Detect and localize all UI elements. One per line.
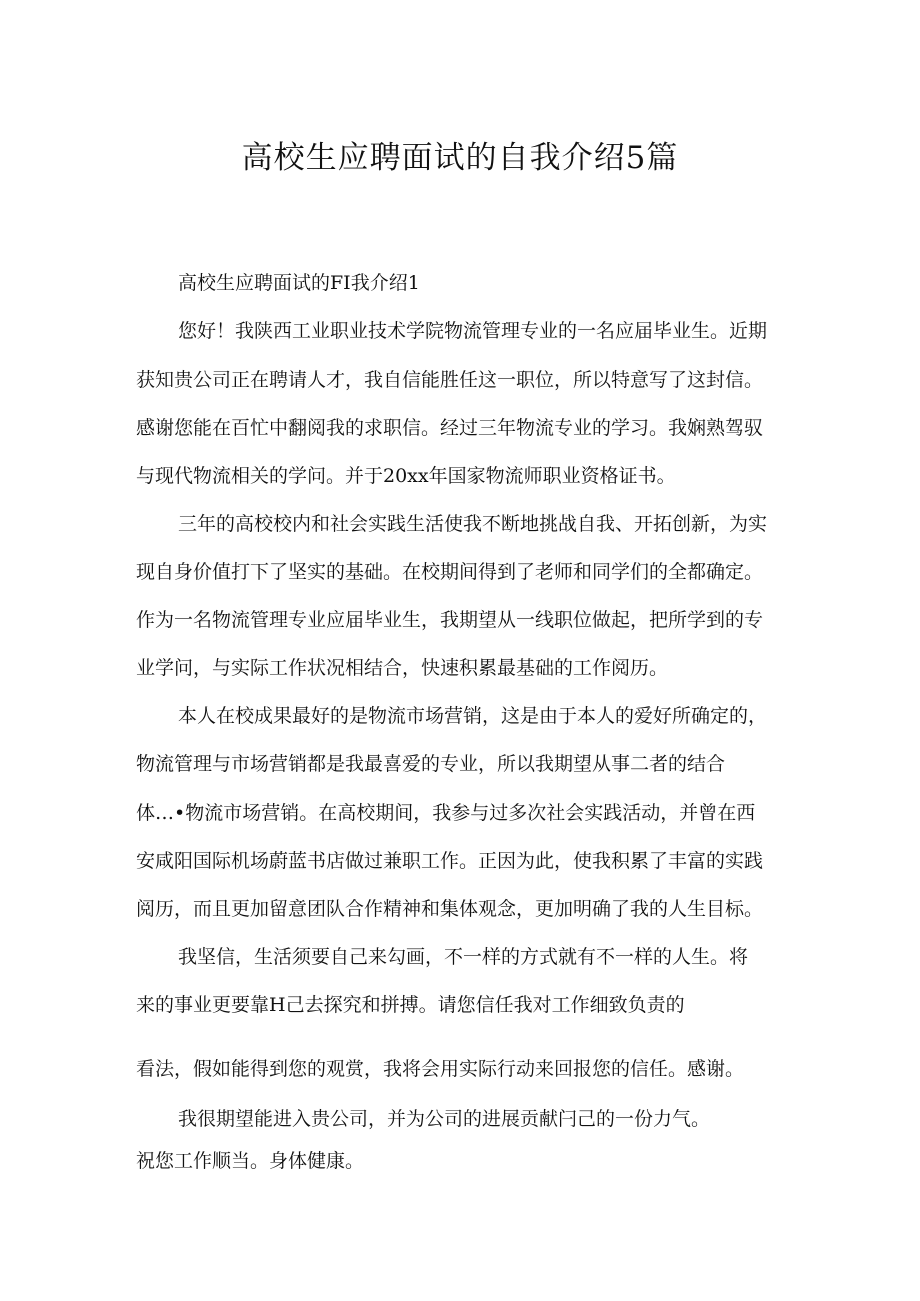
- paragraph-line: 来的事业更要靠H己去探究和拼搏。请您信任我对工作细致负责的: [136, 994, 685, 1016]
- closing-line: 祝您工作顺当。身体健康。: [136, 1150, 365, 1172]
- paragraph-line: 本人在校成果最好的是物流市场营销，这是由于本人的爱好所确定的，: [178, 705, 768, 727]
- paragraph-line: 获知贵公司正在聘请人才，我自信能胜任这一职位，所以特意写了这封信。: [136, 369, 764, 391]
- paragraph-line: 安咸阳国际机场蔚蓝书店做过兼职工作。正因为此，使我积累了丰富的实践: [136, 850, 764, 872]
- paragraph-line: 您好！我陕西工业职业技术学院物流管理专业的一名应届毕业生。近期: [178, 320, 768, 342]
- paragraph-line: 感谢您能在百忙中翻阅我的求职信。经过三年物流专业的学习。我娴熟驾驭: [136, 417, 764, 439]
- paragraph-line: 我坚信，生活须要自己来勾画，不一样的方式就有不一样的人生。将: [178, 946, 749, 968]
- paragraph-line: 我很期望能进入贵公司，并为公司的进展贡献闩己的一份力气。: [178, 1108, 711, 1130]
- section-heading: 高校生应聘面试的FI我介绍1: [178, 272, 420, 294]
- paragraph-line: 体…•物流市场营销。在高校期间，我参与过多次社会实践活动，并曾在西: [136, 802, 756, 824]
- paragraph-line: 阅历，而且更加留意团队合作精神和集体观念，更加明确了我的人生目标。: [136, 898, 764, 920]
- paragraph-line: 与现代物流相关的学问。并于20xx年国家物流师职业资格证书。: [136, 465, 676, 487]
- paragraph-line: 三年的高校校内和社会实践生活使我不断地挑战自我、开拓创新，为实: [178, 513, 768, 535]
- paragraph-line: 业学问，与实际工作状况相结合，快速积累最基础的工作阅历。: [136, 657, 669, 679]
- document-title: 高校生应聘面试的自我介绍5篇: [241, 140, 679, 176]
- paragraph-line: 现自身价值打下了坚实的基础。在校期间得到了老师和同学们的全都确定。: [136, 561, 764, 583]
- paragraph-line: 看法，假如能得到您的观赏，我将会用实际行动来回报您的信任。感谢。: [136, 1058, 745, 1080]
- paragraph-line: 物流管理与市场营销都是我最喜爱的专业，所以我期望从事二者的结合: [136, 753, 726, 775]
- paragraph-line: 作为一名物流管理专业应届毕业生，我期望从一线职位做起，把所学到的专: [136, 609, 764, 631]
